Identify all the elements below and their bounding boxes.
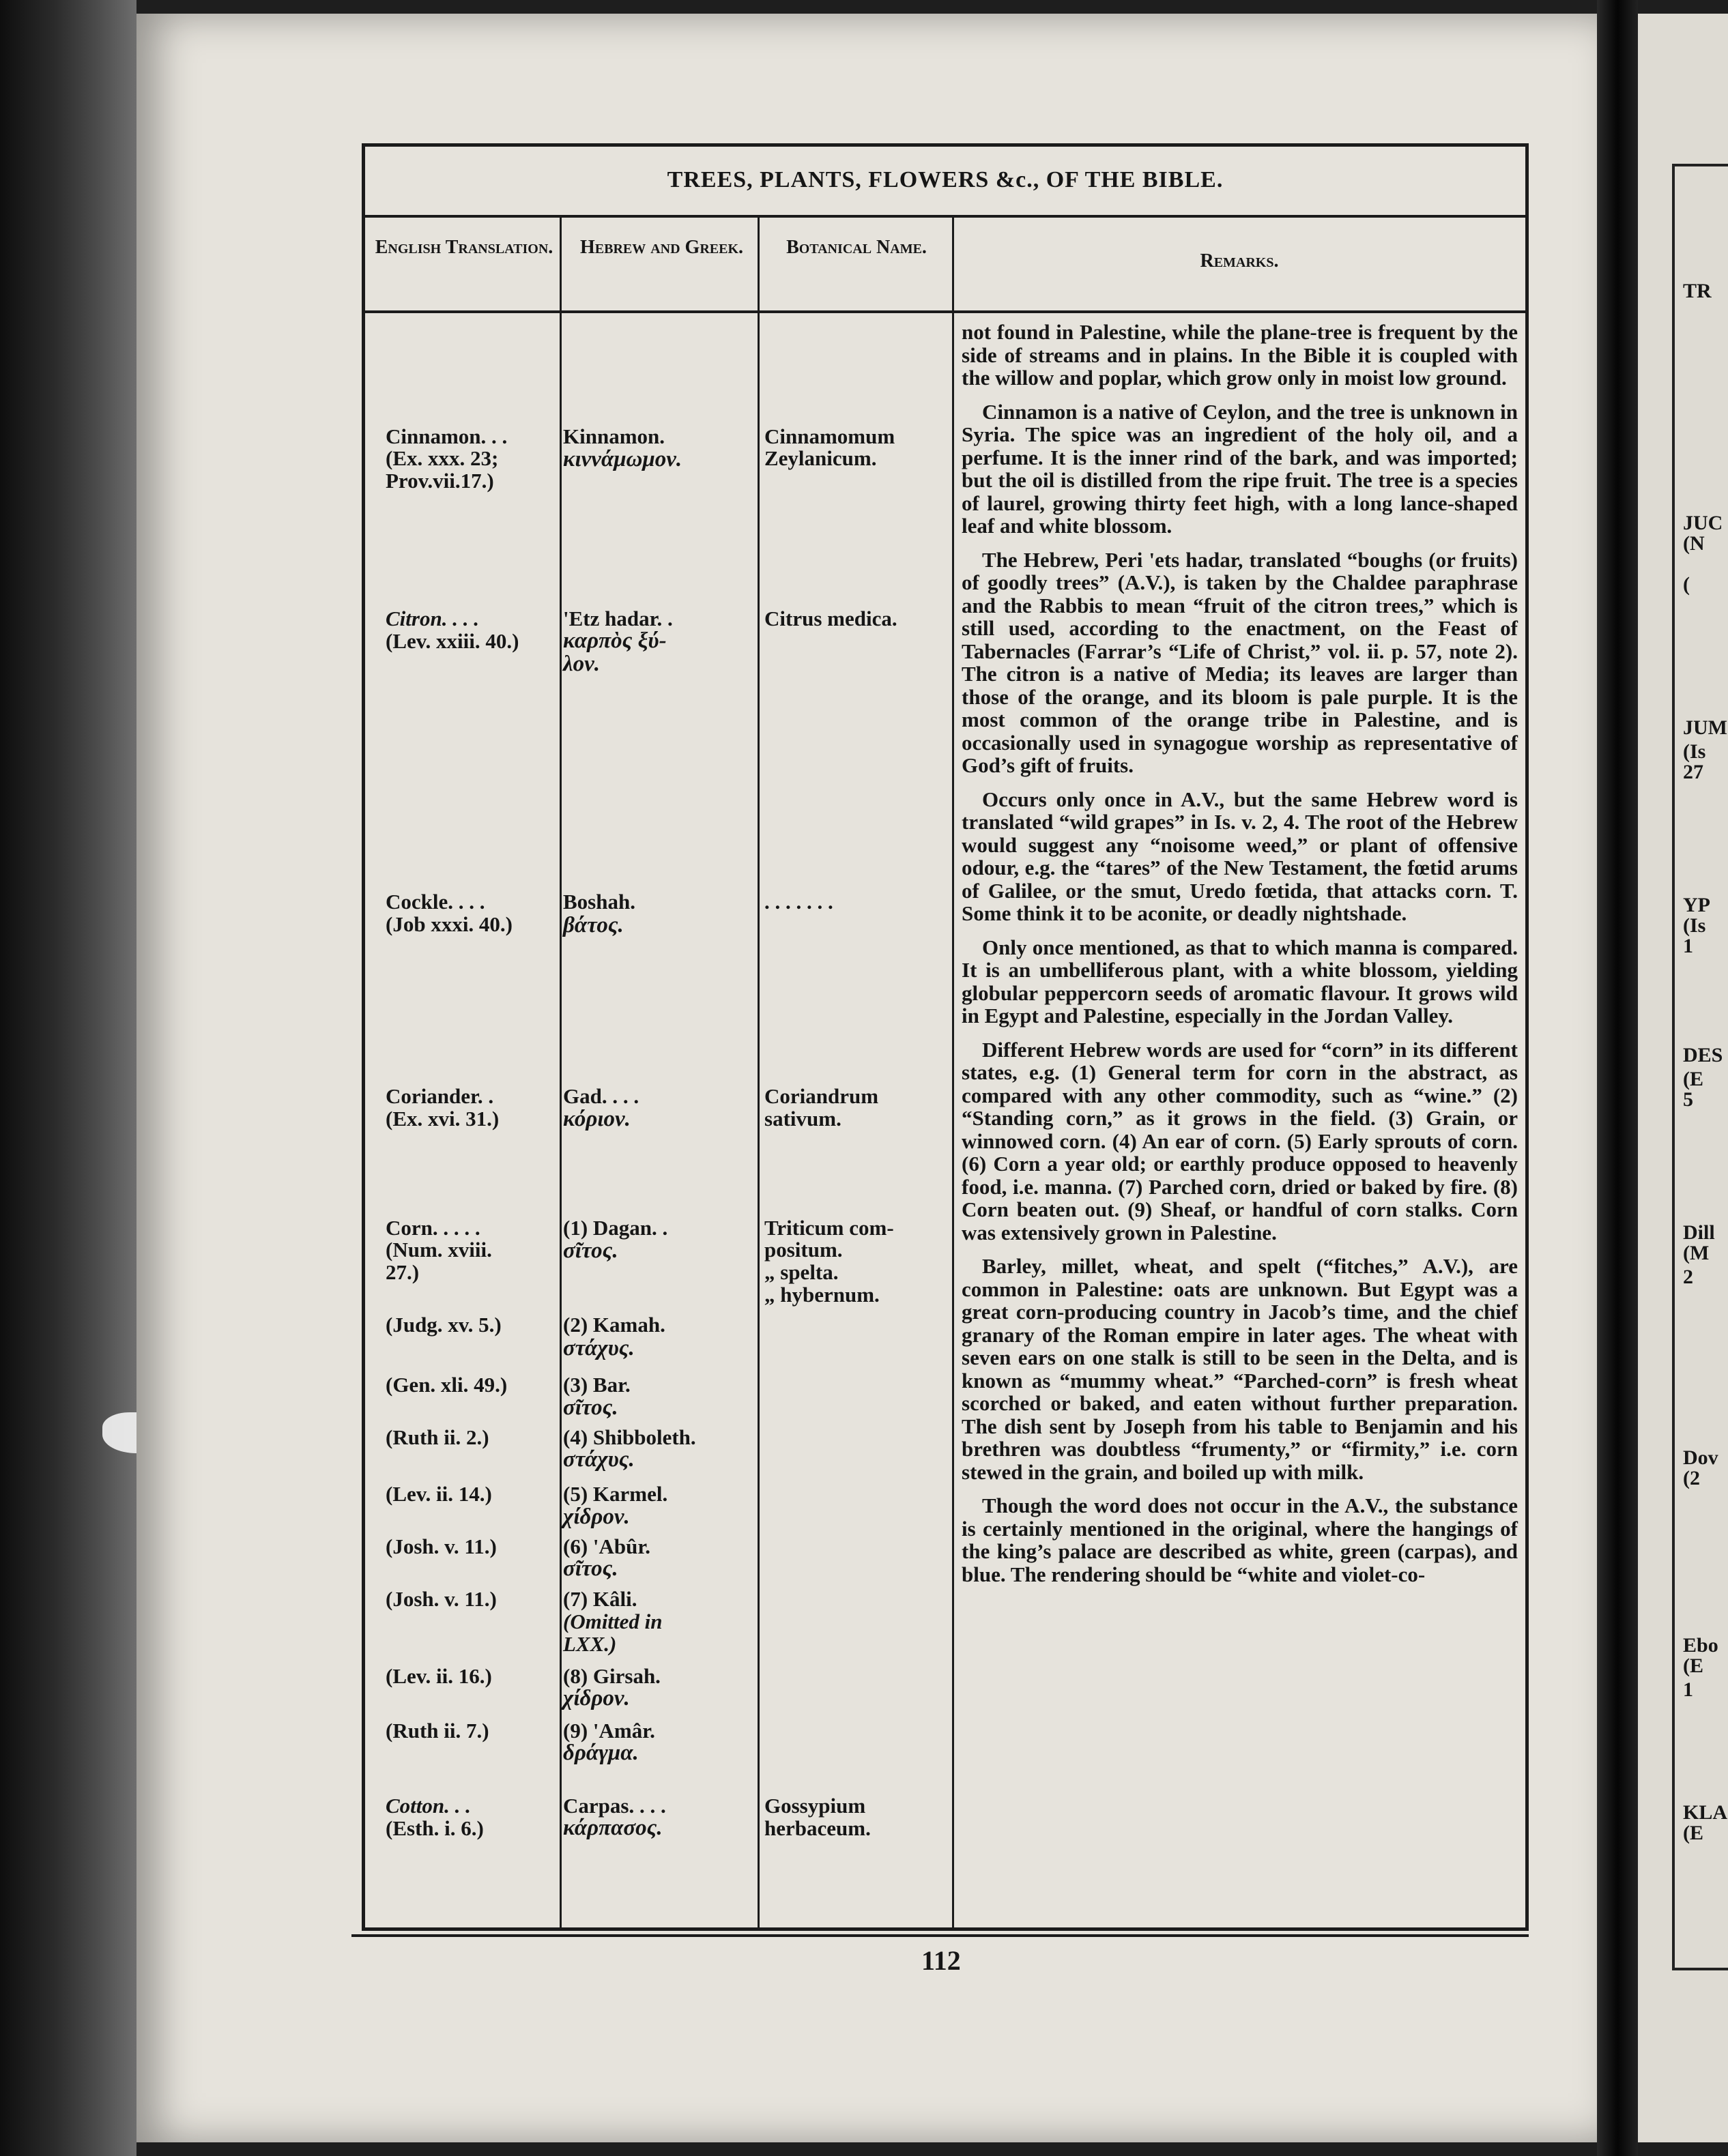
next-page-fragment: (N [1683,532,1705,555]
entry-cell: καρπὸς ξύ- [563,628,667,653]
header-hebrew: Hebrew and Greek. [579,237,744,258]
entry-cell: βάτος. [563,913,624,937]
entry-cell: (3) Bar. [563,1373,631,1397]
entry-cell: (Ex. xvi. 31.) [386,1107,500,1131]
next-page-fragment: (Is [1683,740,1706,763]
next-page-fragment: 1 [1683,1678,1693,1701]
entry-cell: λον. [563,652,601,676]
entry-cell: (Judg. xv. 5.) [386,1313,502,1337]
entry-cell: Citrus medica. [764,607,897,630]
next-page-fragment: DES [1683,1044,1723,1066]
next-page-edge [1638,14,1728,2142]
remark-paragraph: Though the word does not occur in the A.V., the substance is certainly mentioned in the original, where the hangings of the king’s palace are described as white, green (carpas), and blue. The rendering should be “white and violet-co- [962,1494,1518,1586]
entry-cell: Cotton. . . [386,1794,471,1818]
entry-cell: sativum. [764,1107,841,1131]
next-page-fragment: (E [1683,1822,1703,1844]
entry-cell: (7) Kâli. [563,1587,637,1611]
column-divider [952,215,954,1927]
entry-cell: LXX.) [563,1632,617,1656]
entry-cell: (Lev. ii. 16.) [386,1664,492,1688]
header-english: English Translation. [375,237,553,258]
next-page-fragment: KLA [1683,1801,1728,1824]
entry-cell: (Ex. xxx. 23; [386,446,499,470]
next-page-fragment: YP [1683,894,1710,916]
remark-paragraph: Only once mentioned, as that to which manna is compared. It is an umbelliferous plant, with a white blossom, yielding globular peppercorn seeds of aromatic flavour. It grows wild in Egypt and Palestine, especially in the Jordan Valley. [962,935,1518,1028]
remark-paragraph: not found in Palestine, while the plane-tree is frequent by the side of streams and in plains. In the Bible it is coupled with the willow and poplar, which grow only in moist low ground. [962,320,1518,390]
entry-cell: (9) 'Amâr. [563,1719,655,1743]
entry-cell: στάχυς. [563,1447,635,1472]
entry-cell: χίδρον. [563,1686,630,1710]
entry-cell: κιννάμωμον. [563,447,682,471]
entry-cell: (Omitted in [563,1609,663,1633]
remark-paragraph: The Hebrew, Peri 'ets hadar, translated “boughs (or fruits) of goodly trees” (A.V.), is taken by the Chaldee paraphrase and the Rabbis to mean “fruit of the citron trees,” which is still used, according to the enactment, on the Feast of Tabernacles (Farrar’s “Life of Christ,” vol. ii. p. 57, note 2). The citron is a native of Media; its leaves are larger than those of the orange, and its bloom is pale purple. It is the most common of the orange tribe in Palestine, and is occasionally used in synagogue worship as representative of God’s gift of fruits. [962,547,1518,777]
entry-cell: . . . . . . . [764,890,833,914]
next-page-fragment: Ebo [1683,1634,1718,1657]
entry-cell: Boshah. [563,890,635,914]
entry-cell: χίδρον. [563,1504,630,1529]
next-page-fragment: ( [1683,573,1690,596]
entry-cell: 'Etz hadar. . [563,607,673,630]
entry-cell: (8) Girsah. [563,1664,661,1688]
entry-cell: Coriander. . [386,1084,494,1108]
next-page-fragment: (2 [1683,1467,1700,1489]
entry-cell: (Esth. i. 6.) [386,1816,484,1840]
entry-cell: Triticum com- [764,1216,894,1240]
entry-cell: Gad. . . . [563,1084,639,1108]
next-page-fragment: 5 [1683,1088,1693,1111]
page-number: 112 [921,1945,961,1976]
entry-cell: (5) Karmel. [563,1482,668,1506]
entry-cell: κάρπασος. [563,1816,663,1840]
column-divider [560,215,562,1927]
entry-cell: (Ruth ii. 7.) [386,1719,489,1743]
entry-cell: Cockle. . . . [386,890,485,914]
entry-cell: (2) Kamah. [563,1313,665,1337]
entry-cell: (6) 'Abûr. [563,1534,651,1558]
next-page-fragment: JUC [1683,512,1723,534]
entry-cell: (Job xxxi. 40.) [386,912,513,936]
next-page-fragment: JUM [1683,716,1727,739]
entry-cell: (Josh. v. 11.) [386,1534,497,1558]
entry-cell: Gossypium [764,1794,866,1818]
remark-paragraph: Barley, millet, wheat, and spelt (“fitches,” A.V.), are common in Palestine: oats are unknown. But Egypt was a great corn-producing country in Jacob’s time, and the chief granary of the Roman empire in later ages. The wheat with seven ears on one stalk is still to be seen in the Delta, and is known as “mummy wheat.” “Parched-corn” is fresh wheat scorched or baked, and eaten without further preparation. The dish sent by Joseph from his table to Benjamin and his brethren was doubtless “frumenty,” or “firmity,” i.e. corn stewed in the grain, and boiled up with milk. [962,1254,1518,1484]
book-edge-left [0,0,136,2156]
entry-cell: (4) Shibboleth. [563,1425,696,1449]
entry-cell: (Josh. v. 11.) [386,1587,497,1611]
entry-cell: δράγμα. [563,1740,639,1765]
entry-cell: herbaceum. [764,1816,871,1840]
next-page-fragment: (Is [1683,914,1706,937]
next-page-fragment: (M [1683,1242,1710,1264]
next-page-fragment: 1 [1683,935,1693,957]
bible-plants-table [362,143,1529,1931]
remark-paragraph: Different Hebrew words are used for “corn” in its different states, e.g. (1) General term for corn in the abstract, as compared with any other commodity, such as “wine.” (2) “Standing corn,” as it grows in the field. (3) Grain, or winnowed corn. (4) An ear of corn. (5) Early sprouts of corn. (6) Corn a year old; or earthly produce opposed to heavenly food, i.e. manna. (7) Parched corn, dried or baked by fire. (8) Corn beaten out. (9) Sheaf, or handful of corn stalks. Corn was extensively grown in Palestine. [962,1037,1518,1244]
entry-cell: Cinnamon. . . [386,424,508,448]
remarks-column [962,321,1518,1597]
entry-cell: (1) Dagan. . [563,1216,668,1240]
entry-cell: (Num. xviii. [386,1238,492,1262]
entry-cell: σῖτος. [563,1238,618,1263]
entry-cell: σῖτος. [563,1556,618,1581]
next-page-fragment: TR [1683,280,1712,302]
next-page-frame [1672,164,1728,1970]
remark-paragraph: Occurs only once in A.V., but the same Hebrew word is translated “wild grapes” in Is. v. 2, 4. The root of the Hebrew would suggest any “noisome weed,” or plant of offensive odour, e.g. the “tares” of the New Testament, the fœtid arums of Galilee, or the smut, Uredo fœtida, that attacks corn. T. Some think it to be aconite, or deadly nightshade. [962,787,1518,925]
entry-cell: Zeylanicum. [764,446,877,470]
table-title: TREES, PLANTS, FLOWERS &c., OF THE BIBLE. [667,167,1224,192]
entry-cell: Coriandrum [764,1084,879,1108]
entry-cell: κόριον. [563,1107,631,1131]
title-rule [365,215,1525,218]
remark-paragraph: Cinnamon is a native of Ceylon, and the tree is unknown in Syria. The spice was an ingredient of the holy oil, and a perfume. It is the inner rind of the bark, and was imported; but the oil is distilled from the ripe fruit. The tree is a species of laurel, growing thirty feet high, with a long lance-shaped leaf and white blossom. [962,399,1518,538]
entry-cell: Citron. . . . [386,607,479,630]
entry-cell: σῖτος. [563,1395,618,1420]
next-page-fragment: 2 [1683,1266,1693,1288]
header-rule [365,310,1525,313]
entry-cell: (Lev. xxiii. 40.) [386,629,519,653]
next-page-fragment: (E [1683,1655,1703,1677]
column-divider [758,215,760,1927]
book-gutter [1597,0,1638,2156]
entry-cell: στάχυς. [563,1336,635,1360]
next-page-fragment: Dov [1683,1446,1718,1469]
entry-cell: (Ruth ii. 2.) [386,1425,489,1449]
entry-cell: Kinnamon. [563,424,665,448]
entry-cell: Corn. . . . . [386,1216,480,1240]
entry-cell: Cinnamomum [764,424,895,448]
next-page-fragment: (E [1683,1068,1703,1090]
entry-cell: (Lev. ii. 14.) [386,1482,492,1506]
entry-cell: positum. [764,1238,843,1262]
next-page-fragment: 27 [1683,761,1703,783]
entry-cell: (Gen. xli. 49.) [386,1373,508,1397]
header-botanical: Botanical Name. [786,237,927,258]
next-page-fragment: Dill [1683,1221,1715,1244]
entry-cell: Prov.vii.17.) [386,469,494,493]
bottom-rule [351,1934,1529,1937]
entry-cell: „ hybernum. [764,1283,880,1307]
entry-cell: Carpas. . . . [563,1794,666,1818]
entry-cell: 27.) [386,1260,420,1284]
entry-cell: „ spelta. [764,1260,839,1284]
header-remarks: Remarks. [1200,250,1279,272]
